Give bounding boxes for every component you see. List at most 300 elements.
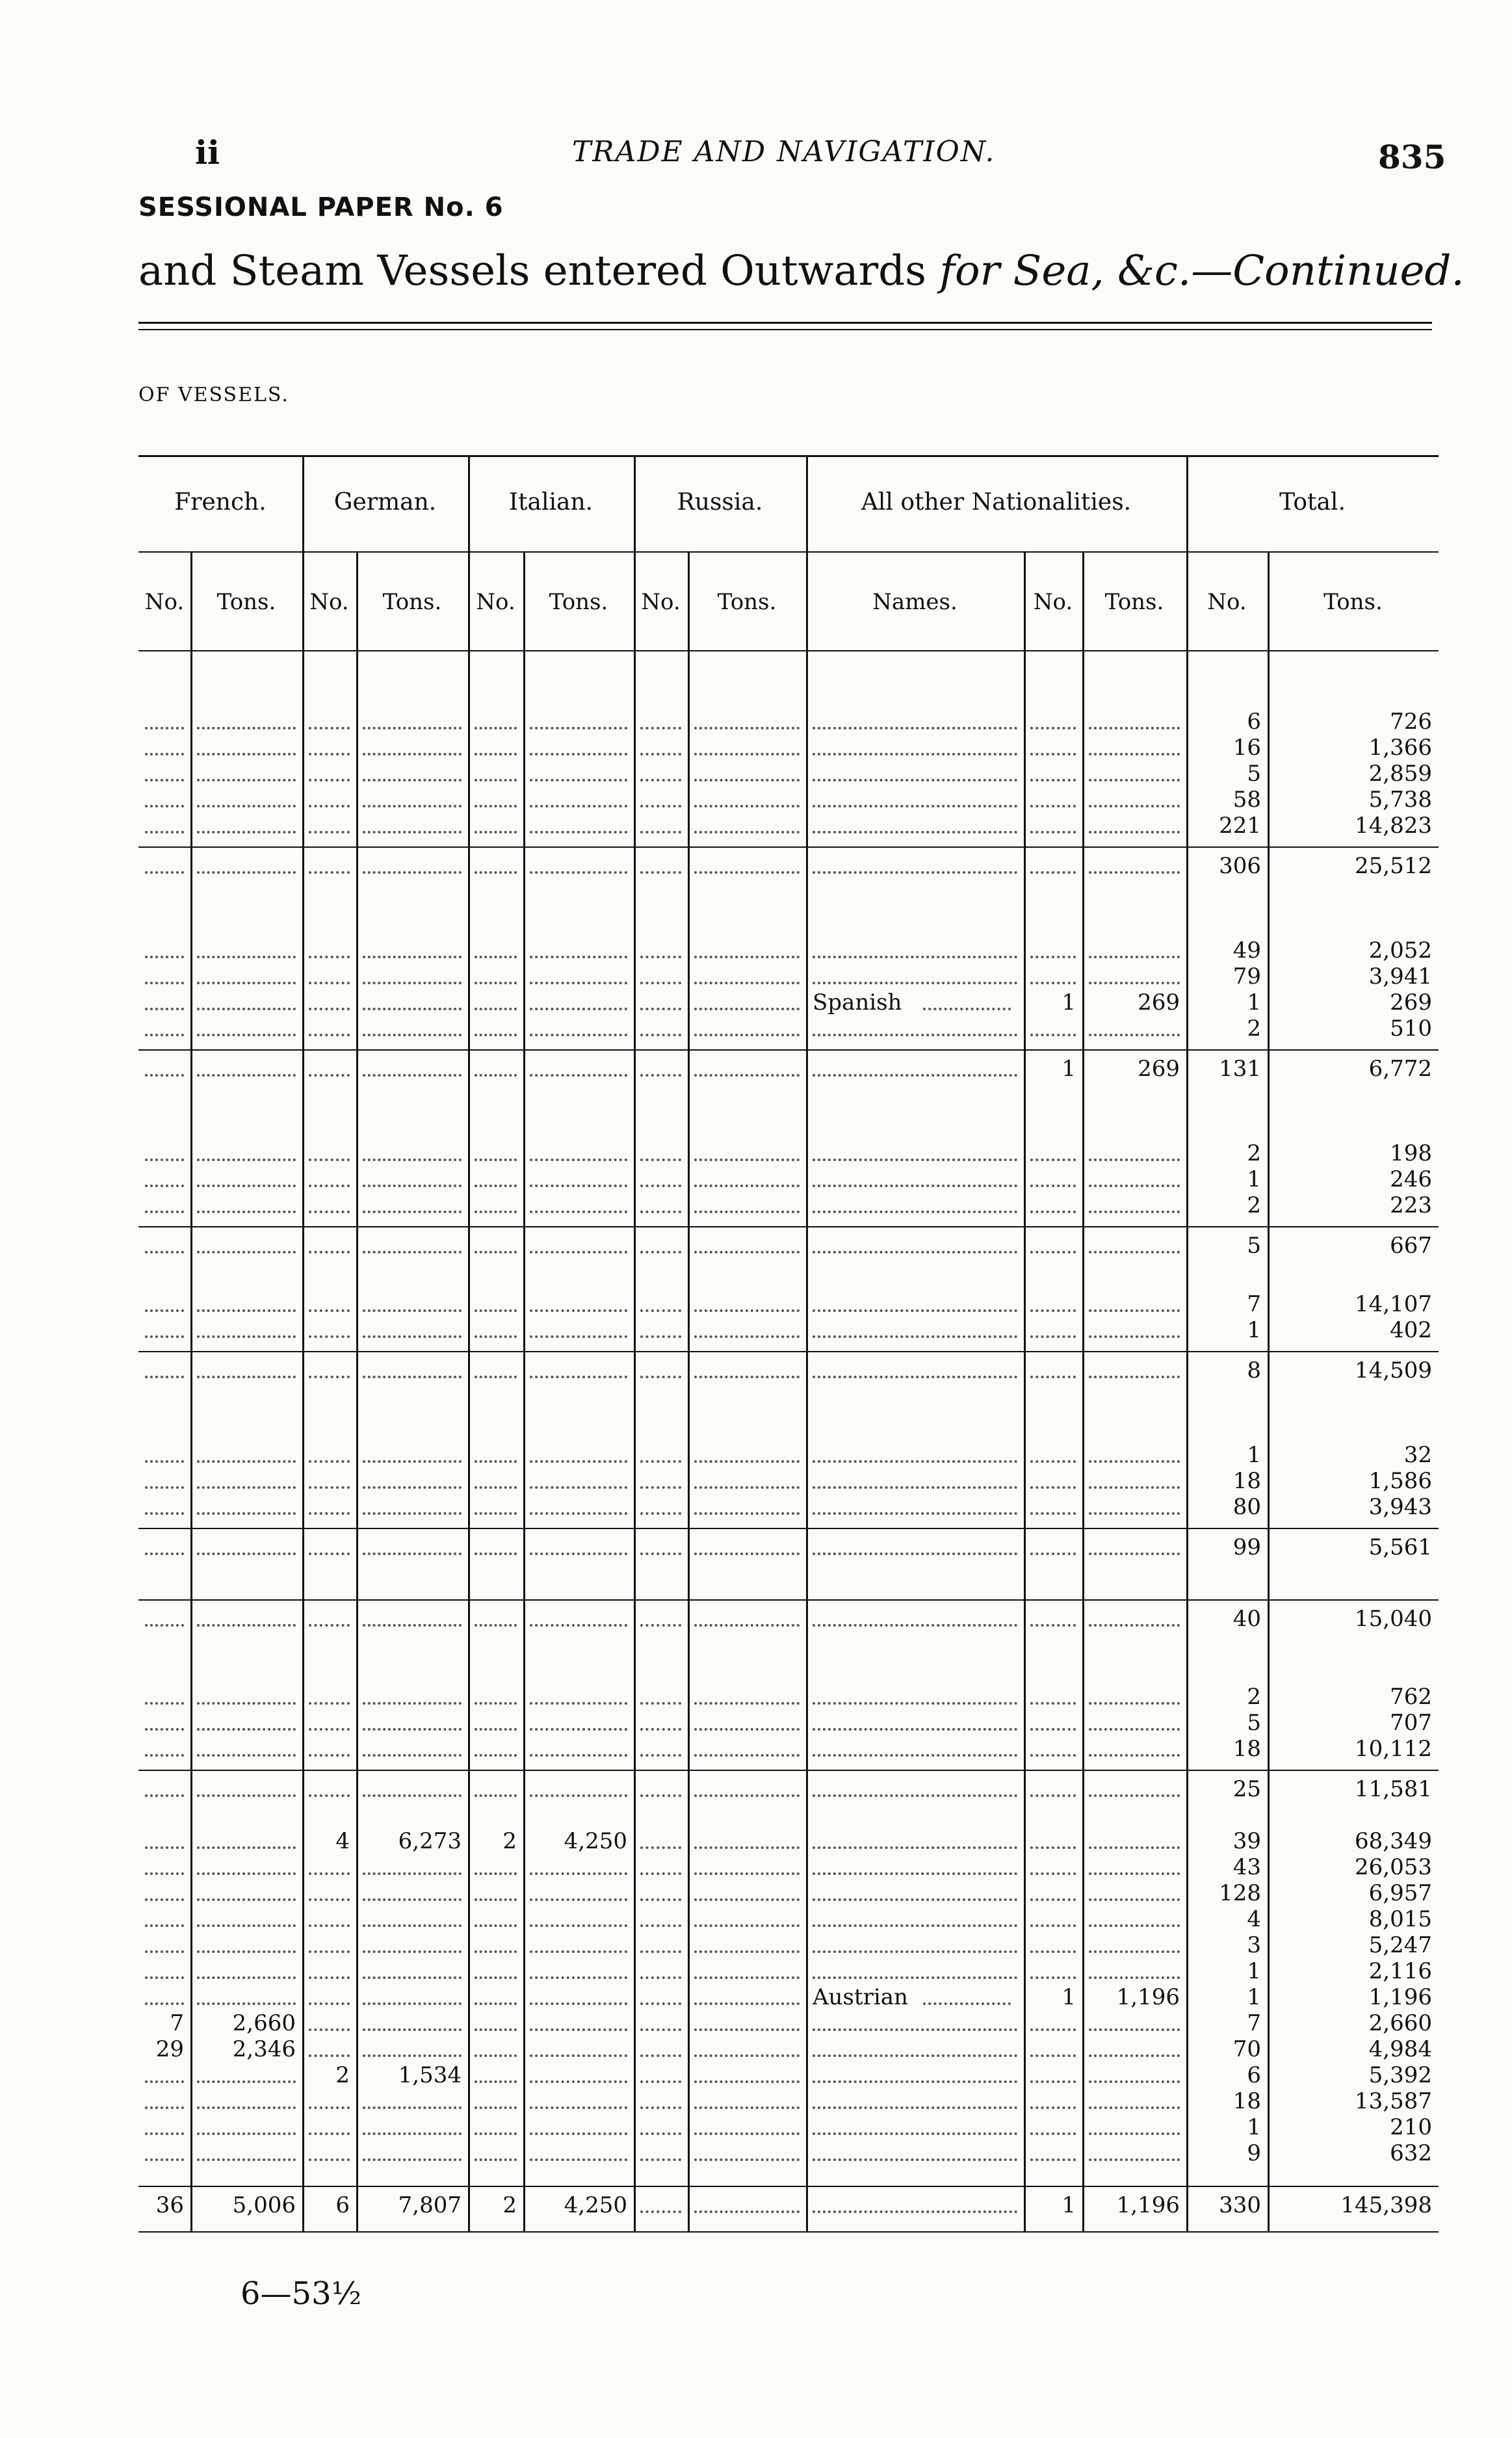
leader-dots bbox=[197, 805, 296, 807]
leader-dots bbox=[1030, 1728, 1076, 1731]
leader-dots bbox=[309, 1553, 350, 1555]
leader-dots bbox=[1089, 1335, 1180, 1338]
leader-dots bbox=[1030, 1754, 1076, 1757]
leader-dots bbox=[694, 753, 800, 755]
leader-dots bbox=[1030, 1924, 1076, 1927]
leader-dots bbox=[813, 1185, 1017, 1187]
leader-dots bbox=[640, 1309, 681, 1312]
leader-dots bbox=[145, 1846, 184, 1849]
leader-dots bbox=[640, 1376, 681, 1378]
leader-dots bbox=[694, 1754, 800, 1757]
leader-dots bbox=[1089, 956, 1180, 958]
total-no-cell: 330 bbox=[1219, 2192, 1261, 2218]
leader-dots bbox=[475, 1898, 517, 1901]
leader-dots bbox=[1030, 956, 1076, 958]
leader-dots bbox=[475, 1185, 517, 1187]
leader-dots bbox=[309, 956, 350, 958]
leader-dots bbox=[309, 1309, 350, 1312]
leader-dots bbox=[1030, 2054, 1076, 2057]
leader-dots bbox=[363, 1251, 462, 1253]
leader-dots bbox=[363, 1976, 462, 1979]
total-no-cell: 18 bbox=[1232, 1468, 1261, 1494]
leader-dots bbox=[1030, 1794, 1076, 1797]
total-no-cell: 6 bbox=[1247, 709, 1261, 735]
leader-dots bbox=[530, 1924, 627, 1927]
subtotal-rule bbox=[138, 2186, 1439, 2187]
total-no-cell: 4 bbox=[1247, 1906, 1261, 1932]
leader-dots bbox=[694, 2002, 800, 2005]
leader-dots bbox=[813, 1460, 1017, 1463]
leader-dots bbox=[197, 1872, 296, 1875]
leader-dots bbox=[145, 1460, 184, 1463]
leader-dots bbox=[530, 871, 627, 874]
leader-dots bbox=[813, 1976, 1017, 1979]
leader-dots bbox=[813, 1950, 1017, 1953]
total-no-cell: 8 bbox=[1247, 1357, 1261, 1383]
leader-dots bbox=[694, 1976, 800, 1979]
leader-dots bbox=[640, 1335, 681, 1338]
leader-dots bbox=[475, 1794, 517, 1797]
leader-dots bbox=[145, 2158, 184, 2161]
leader-dots bbox=[309, 1159, 350, 1161]
leader-dots bbox=[197, 871, 296, 874]
other-names-cell: Austrian bbox=[813, 1984, 908, 2010]
leader-dots bbox=[475, 753, 517, 755]
leader-dots bbox=[475, 2158, 517, 2161]
leader-dots bbox=[694, 727, 800, 729]
leader-dots bbox=[197, 1335, 296, 1338]
leader-dots bbox=[309, 982, 350, 984]
leader-dots bbox=[530, 1309, 627, 1312]
leader-dots bbox=[475, 871, 517, 874]
leader-dots bbox=[475, 1624, 517, 1627]
column-divider bbox=[302, 455, 304, 2231]
french-no-cell: 7 bbox=[170, 2010, 184, 2036]
other-tons-cell: 269 bbox=[1138, 1056, 1180, 1082]
leader-dots bbox=[640, 1008, 681, 1010]
leader-dots bbox=[309, 805, 350, 807]
german-tons-cell: 1,534 bbox=[398, 2062, 462, 2088]
leader-dots bbox=[694, 871, 800, 874]
leader-dots bbox=[363, 727, 462, 729]
other-no-cell: 1 bbox=[1062, 2192, 1076, 2218]
leader-dots bbox=[694, 1512, 800, 1515]
leader-dots bbox=[197, 1728, 296, 1731]
total-tons-cell: 402 bbox=[1390, 1317, 1432, 1343]
leader-dots bbox=[640, 2132, 681, 2135]
leader-dots bbox=[694, 1728, 800, 1731]
leader-dots bbox=[363, 1794, 462, 1797]
running-title: TRADE AND NAVIGATION. bbox=[572, 135, 996, 168]
leader-dots bbox=[694, 1924, 800, 1927]
leader-dots bbox=[813, 1624, 1017, 1627]
leader-dots bbox=[197, 1846, 296, 1849]
leader-dots bbox=[197, 1976, 296, 1979]
leader-dots bbox=[1089, 1872, 1180, 1875]
leader-dots bbox=[640, 2054, 681, 2057]
leader-dots bbox=[145, 2080, 184, 2083]
leader-dots bbox=[475, 1309, 517, 1312]
leader-dots bbox=[197, 2002, 296, 2005]
total-no-cell: 5 bbox=[1247, 761, 1261, 787]
leader-dots bbox=[197, 831, 296, 833]
total-no-cell: 1 bbox=[1247, 2114, 1261, 2140]
leader-dots bbox=[363, 1185, 462, 1187]
total-no-cell: 2 bbox=[1247, 1684, 1261, 1710]
leader-dots bbox=[530, 1794, 627, 1797]
leader-dots bbox=[197, 2080, 296, 2083]
leader-dots bbox=[640, 1950, 681, 1953]
leader-dots bbox=[145, 1074, 184, 1077]
leader-dots bbox=[640, 2028, 681, 2031]
leader-dots bbox=[530, 1008, 627, 1010]
leader-dots bbox=[145, 2132, 184, 2135]
leader-dots bbox=[813, 1702, 1017, 1705]
leader-dots bbox=[1030, 2106, 1076, 2109]
leader-dots bbox=[813, 2054, 1017, 2057]
total-tons-cell: 269 bbox=[1390, 990, 1432, 1016]
leader-dots bbox=[145, 1728, 184, 1731]
total-no-cell: 99 bbox=[1232, 1534, 1261, 1560]
leader-dots bbox=[309, 1924, 350, 1927]
leader-dots bbox=[197, 1553, 296, 1555]
leader-dots bbox=[309, 727, 350, 729]
leader-dots bbox=[145, 1376, 184, 1378]
leader-dots bbox=[363, 982, 462, 984]
total-tons-cell: 14,509 bbox=[1355, 1357, 1432, 1383]
leader-dots bbox=[694, 1376, 800, 1378]
other-tons-cell: 269 bbox=[1138, 990, 1180, 1016]
leader-dots bbox=[475, 1376, 517, 1378]
leader-dots bbox=[1089, 805, 1180, 807]
leader-dots bbox=[363, 1898, 462, 1901]
leader-dots bbox=[1089, 1702, 1180, 1705]
leader-dots bbox=[309, 1335, 350, 1338]
leader-dots bbox=[1089, 779, 1180, 781]
total-tons-cell: 762 bbox=[1390, 1684, 1432, 1710]
leader-dots bbox=[1030, 1624, 1076, 1627]
leader-dots bbox=[197, 2106, 296, 2109]
leader-dots bbox=[1089, 2054, 1180, 2057]
column-divider bbox=[190, 551, 192, 2231]
leader-dots bbox=[145, 1512, 184, 1515]
leader-dots bbox=[530, 2106, 627, 2109]
leader-dots bbox=[1089, 1251, 1180, 1253]
leader-dots bbox=[640, 753, 681, 755]
leader-dots bbox=[309, 1976, 350, 1979]
leader-dots bbox=[694, 1872, 800, 1875]
leader-dots bbox=[475, 1728, 517, 1731]
leader-dots bbox=[475, 1553, 517, 1555]
leader-dots bbox=[640, 2158, 681, 2161]
leader-dots bbox=[813, 1211, 1017, 1213]
leader-dots bbox=[309, 1754, 350, 1757]
leader-dots bbox=[694, 1950, 800, 1953]
total-tons-cell: 8,015 bbox=[1368, 1906, 1432, 1932]
other-tons-header: Tons. bbox=[1104, 589, 1164, 615]
leader-dots bbox=[1089, 1309, 1180, 1312]
leader-dots bbox=[640, 1976, 681, 1979]
leader-dots bbox=[363, 753, 462, 755]
total-tons-header: Tons. bbox=[1323, 589, 1383, 615]
german-tons-cell: 6,273 bbox=[398, 1828, 462, 1854]
leader-dots bbox=[145, 1794, 184, 1797]
table-bottom-rule bbox=[138, 2231, 1439, 2233]
leader-dots bbox=[475, 1008, 517, 1010]
leader-dots bbox=[640, 1898, 681, 1901]
total-tons-cell: 68,349 bbox=[1355, 1828, 1432, 1854]
total-no-cell: 1 bbox=[1247, 1166, 1261, 1192]
leader-dots bbox=[1030, 1702, 1076, 1705]
leader-dots bbox=[475, 2080, 517, 2083]
total-tons-cell: 4,984 bbox=[1368, 2036, 1432, 2062]
german-tons-header: Tons. bbox=[382, 589, 442, 615]
leader-dots bbox=[694, 2158, 800, 2161]
leader-dots bbox=[197, 1794, 296, 1797]
leader-dots bbox=[363, 1924, 462, 1927]
leader-dots bbox=[309, 1211, 350, 1213]
leader-dots bbox=[363, 1728, 462, 1731]
leader-dots bbox=[309, 1251, 350, 1253]
leader-dots bbox=[363, 2054, 462, 2057]
leader-dots bbox=[640, 2210, 681, 2213]
group-header-rule bbox=[138, 551, 1439, 553]
leader-dots bbox=[363, 1486, 462, 1489]
leader-dots bbox=[197, 1159, 296, 1161]
leader-dots bbox=[694, 2054, 800, 2057]
total-no-cell: 7 bbox=[1247, 2010, 1261, 2036]
total-no-cell: 1 bbox=[1247, 990, 1261, 1016]
leader-dots bbox=[197, 2158, 296, 2161]
total-no-cell: 9 bbox=[1247, 2140, 1261, 2166]
column-divider bbox=[1082, 551, 1084, 2231]
leader-dots bbox=[363, 1034, 462, 1036]
total-tons-cell: 2,116 bbox=[1368, 1958, 1432, 1984]
leader-dots bbox=[640, 956, 681, 958]
leader-dots bbox=[309, 2158, 350, 2161]
french-no-cell: 36 bbox=[155, 2192, 184, 2218]
total-no-cell: 18 bbox=[1232, 2088, 1261, 2114]
column-divider bbox=[688, 551, 690, 2231]
german-no-header: No. bbox=[309, 589, 349, 615]
leader-dots bbox=[640, 2106, 681, 2109]
leader-dots bbox=[309, 1898, 350, 1901]
leader-dots bbox=[363, 1159, 462, 1161]
page-title bbox=[138, 247, 1465, 295]
total-tons-cell: 2,660 bbox=[1368, 2010, 1432, 2036]
subtotal-rule bbox=[138, 1351, 1439, 1352]
sessional-paper-label: SESSIONAL PAPER No. 6 bbox=[138, 192, 504, 222]
leader-dots bbox=[1089, 1846, 1180, 1849]
leader-dots bbox=[309, 1034, 350, 1036]
total-no-cell: 1 bbox=[1247, 1984, 1261, 2010]
italian-no-cell: 2 bbox=[502, 2192, 517, 2218]
other-names-cell: Spanish bbox=[813, 990, 902, 1016]
leader-dots bbox=[1089, 1460, 1180, 1463]
leader-dots bbox=[309, 1460, 350, 1463]
leader-dots bbox=[1089, 1794, 1180, 1797]
leader-dots bbox=[530, 831, 627, 833]
total-tons-cell: 5,561 bbox=[1368, 1534, 1432, 1560]
leader-dots bbox=[813, 1846, 1017, 1849]
total-no-cell: 43 bbox=[1232, 1854, 1261, 1880]
leader-dots bbox=[640, 831, 681, 833]
total-tons-cell: 11,581 bbox=[1355, 1776, 1432, 1802]
leader-dots bbox=[694, 1034, 800, 1036]
total-tons-cell: 5,738 bbox=[1368, 787, 1432, 813]
column-divider bbox=[356, 551, 358, 2231]
leader-dots bbox=[640, 1794, 681, 1797]
other-no-header: No. bbox=[1033, 589, 1073, 615]
leader-dots bbox=[640, 1728, 681, 1731]
column-divider bbox=[1024, 551, 1026, 2231]
total-tons-cell: 1,196 bbox=[1368, 1984, 1432, 2010]
total-no-cell: 131 bbox=[1219, 1056, 1261, 1082]
other-no-cell: 1 bbox=[1062, 990, 1076, 1016]
leader-dots bbox=[145, 779, 184, 781]
leader-dots bbox=[813, 2132, 1017, 2135]
total-tons-cell: 2,859 bbox=[1368, 761, 1432, 787]
leader-dots bbox=[1030, 1211, 1076, 1213]
leader-dots bbox=[363, 871, 462, 874]
leader-dots bbox=[1030, 1309, 1076, 1312]
total-no-cell: 3 bbox=[1247, 1932, 1261, 1958]
leader-dots bbox=[197, 753, 296, 755]
leader-dots bbox=[694, 1159, 800, 1161]
leader-dots bbox=[309, 1794, 350, 1797]
leader-dots bbox=[530, 1185, 627, 1187]
leader-dots bbox=[309, 1008, 350, 1010]
leader-dots bbox=[363, 1211, 462, 1213]
leader-dots bbox=[694, 982, 800, 984]
leader-dots bbox=[813, 1034, 1017, 1036]
leader-dots bbox=[813, 1486, 1017, 1489]
leader-dots bbox=[530, 2002, 627, 2005]
leader-dots bbox=[197, 1460, 296, 1463]
leader-dots bbox=[475, 956, 517, 958]
total-tons-cell: 210 bbox=[1390, 2114, 1432, 2140]
total-tons-cell: 726 bbox=[1390, 709, 1432, 735]
leader-dots bbox=[363, 1309, 462, 1312]
leader-dots bbox=[475, 1034, 517, 1036]
leader-dots bbox=[475, 779, 517, 781]
leader-dots bbox=[1089, 1211, 1180, 1213]
leader-dots bbox=[694, 1486, 800, 1489]
leader-dots bbox=[694, 1335, 800, 1338]
leader-dots bbox=[145, 1211, 184, 1213]
leader-dots bbox=[145, 1486, 184, 1489]
total-no-cell: 40 bbox=[1232, 1606, 1261, 1632]
leader-dots bbox=[197, 1309, 296, 1312]
leader-dots bbox=[530, 1460, 627, 1463]
leader-dots bbox=[145, 871, 184, 874]
leader-dots bbox=[475, 1159, 517, 1161]
leader-dots bbox=[363, 805, 462, 807]
subtotal-rule bbox=[138, 846, 1439, 848]
leader-dots bbox=[694, 831, 800, 833]
leader-dots bbox=[813, 1376, 1017, 1378]
leader-dots bbox=[145, 1335, 184, 1338]
leader-dots bbox=[363, 2028, 462, 2031]
leader-dots bbox=[363, 1950, 462, 1953]
french-tons-header: Tons. bbox=[216, 589, 276, 615]
page-roman-numeral: ii bbox=[195, 133, 220, 172]
other-names-header: Names. bbox=[872, 589, 958, 615]
leader-dots bbox=[1030, 779, 1076, 781]
leader-dots bbox=[640, 779, 681, 781]
leader-dots bbox=[475, 1924, 517, 1927]
leader-dots bbox=[1030, 2080, 1076, 2083]
leader-dots bbox=[363, 1008, 462, 1010]
leader-dots bbox=[475, 2028, 517, 2031]
leader-dots bbox=[813, 1309, 1017, 1312]
leader-dots bbox=[813, 2210, 1017, 2213]
leader-dots bbox=[530, 1376, 627, 1378]
leader-dots bbox=[640, 1486, 681, 1489]
total-tons-cell: 223 bbox=[1390, 1192, 1432, 1218]
leader-dots bbox=[309, 1376, 350, 1378]
leader-dots bbox=[923, 2002, 1011, 2005]
leader-dots bbox=[197, 1008, 296, 1010]
leader-dots bbox=[1030, 1872, 1076, 1875]
total-tons-cell: 32 bbox=[1403, 1442, 1432, 1468]
italian-no-header: No. bbox=[476, 589, 515, 615]
leader-dots bbox=[1030, 1251, 1076, 1253]
total-no-cell: 7 bbox=[1247, 1291, 1261, 1317]
leader-dots bbox=[530, 727, 627, 729]
leader-dots bbox=[813, 727, 1017, 729]
leader-dots bbox=[475, 805, 517, 807]
leader-dots bbox=[694, 1702, 800, 1705]
leader-dots bbox=[1089, 1754, 1180, 1757]
total-tons-cell: 26,053 bbox=[1355, 1854, 1432, 1880]
leader-dots bbox=[694, 1211, 800, 1213]
leader-dots bbox=[309, 2054, 350, 2057]
leader-dots bbox=[530, 1512, 627, 1515]
total-no-cell: 1 bbox=[1247, 1958, 1261, 1984]
total-tons-cell: 198 bbox=[1390, 1140, 1432, 1166]
leader-dots bbox=[363, 1460, 462, 1463]
leader-dots bbox=[309, 1702, 350, 1705]
leader-dots bbox=[530, 1976, 627, 1979]
leader-dots bbox=[363, 1074, 462, 1077]
leader-dots bbox=[363, 2132, 462, 2135]
leader-dots bbox=[145, 2002, 184, 2005]
leader-dots bbox=[309, 1512, 350, 1515]
total-no-cell: 1 bbox=[1247, 1317, 1261, 1343]
leader-dots bbox=[145, 1924, 184, 1927]
italian-no-cell: 2 bbox=[502, 1828, 517, 1854]
leader-dots bbox=[530, 1211, 627, 1213]
leader-dots bbox=[1030, 1159, 1076, 1161]
leader-dots bbox=[197, 1074, 296, 1077]
signature-mark: 6—53½ bbox=[241, 2275, 362, 2312]
leader-dots bbox=[475, 2002, 517, 2005]
total-no-cell: 2 bbox=[1247, 1140, 1261, 1166]
leader-dots bbox=[694, 1794, 800, 1797]
leader-dots bbox=[694, 956, 800, 958]
total-no-cell: 70 bbox=[1232, 2036, 1261, 2062]
leader-dots bbox=[1030, 1553, 1076, 1555]
leader-dots bbox=[309, 1728, 350, 1731]
leader-dots bbox=[530, 1624, 627, 1627]
title-italic: for Sea, &c.—Continued. bbox=[939, 247, 1465, 295]
leader-dots bbox=[694, 1624, 800, 1627]
leader-dots bbox=[197, 956, 296, 958]
leader-dots bbox=[1089, 1950, 1180, 1953]
leader-dots bbox=[1089, 1624, 1180, 1627]
group-other-nationalities-header: All other Nationalities. bbox=[861, 489, 1132, 516]
